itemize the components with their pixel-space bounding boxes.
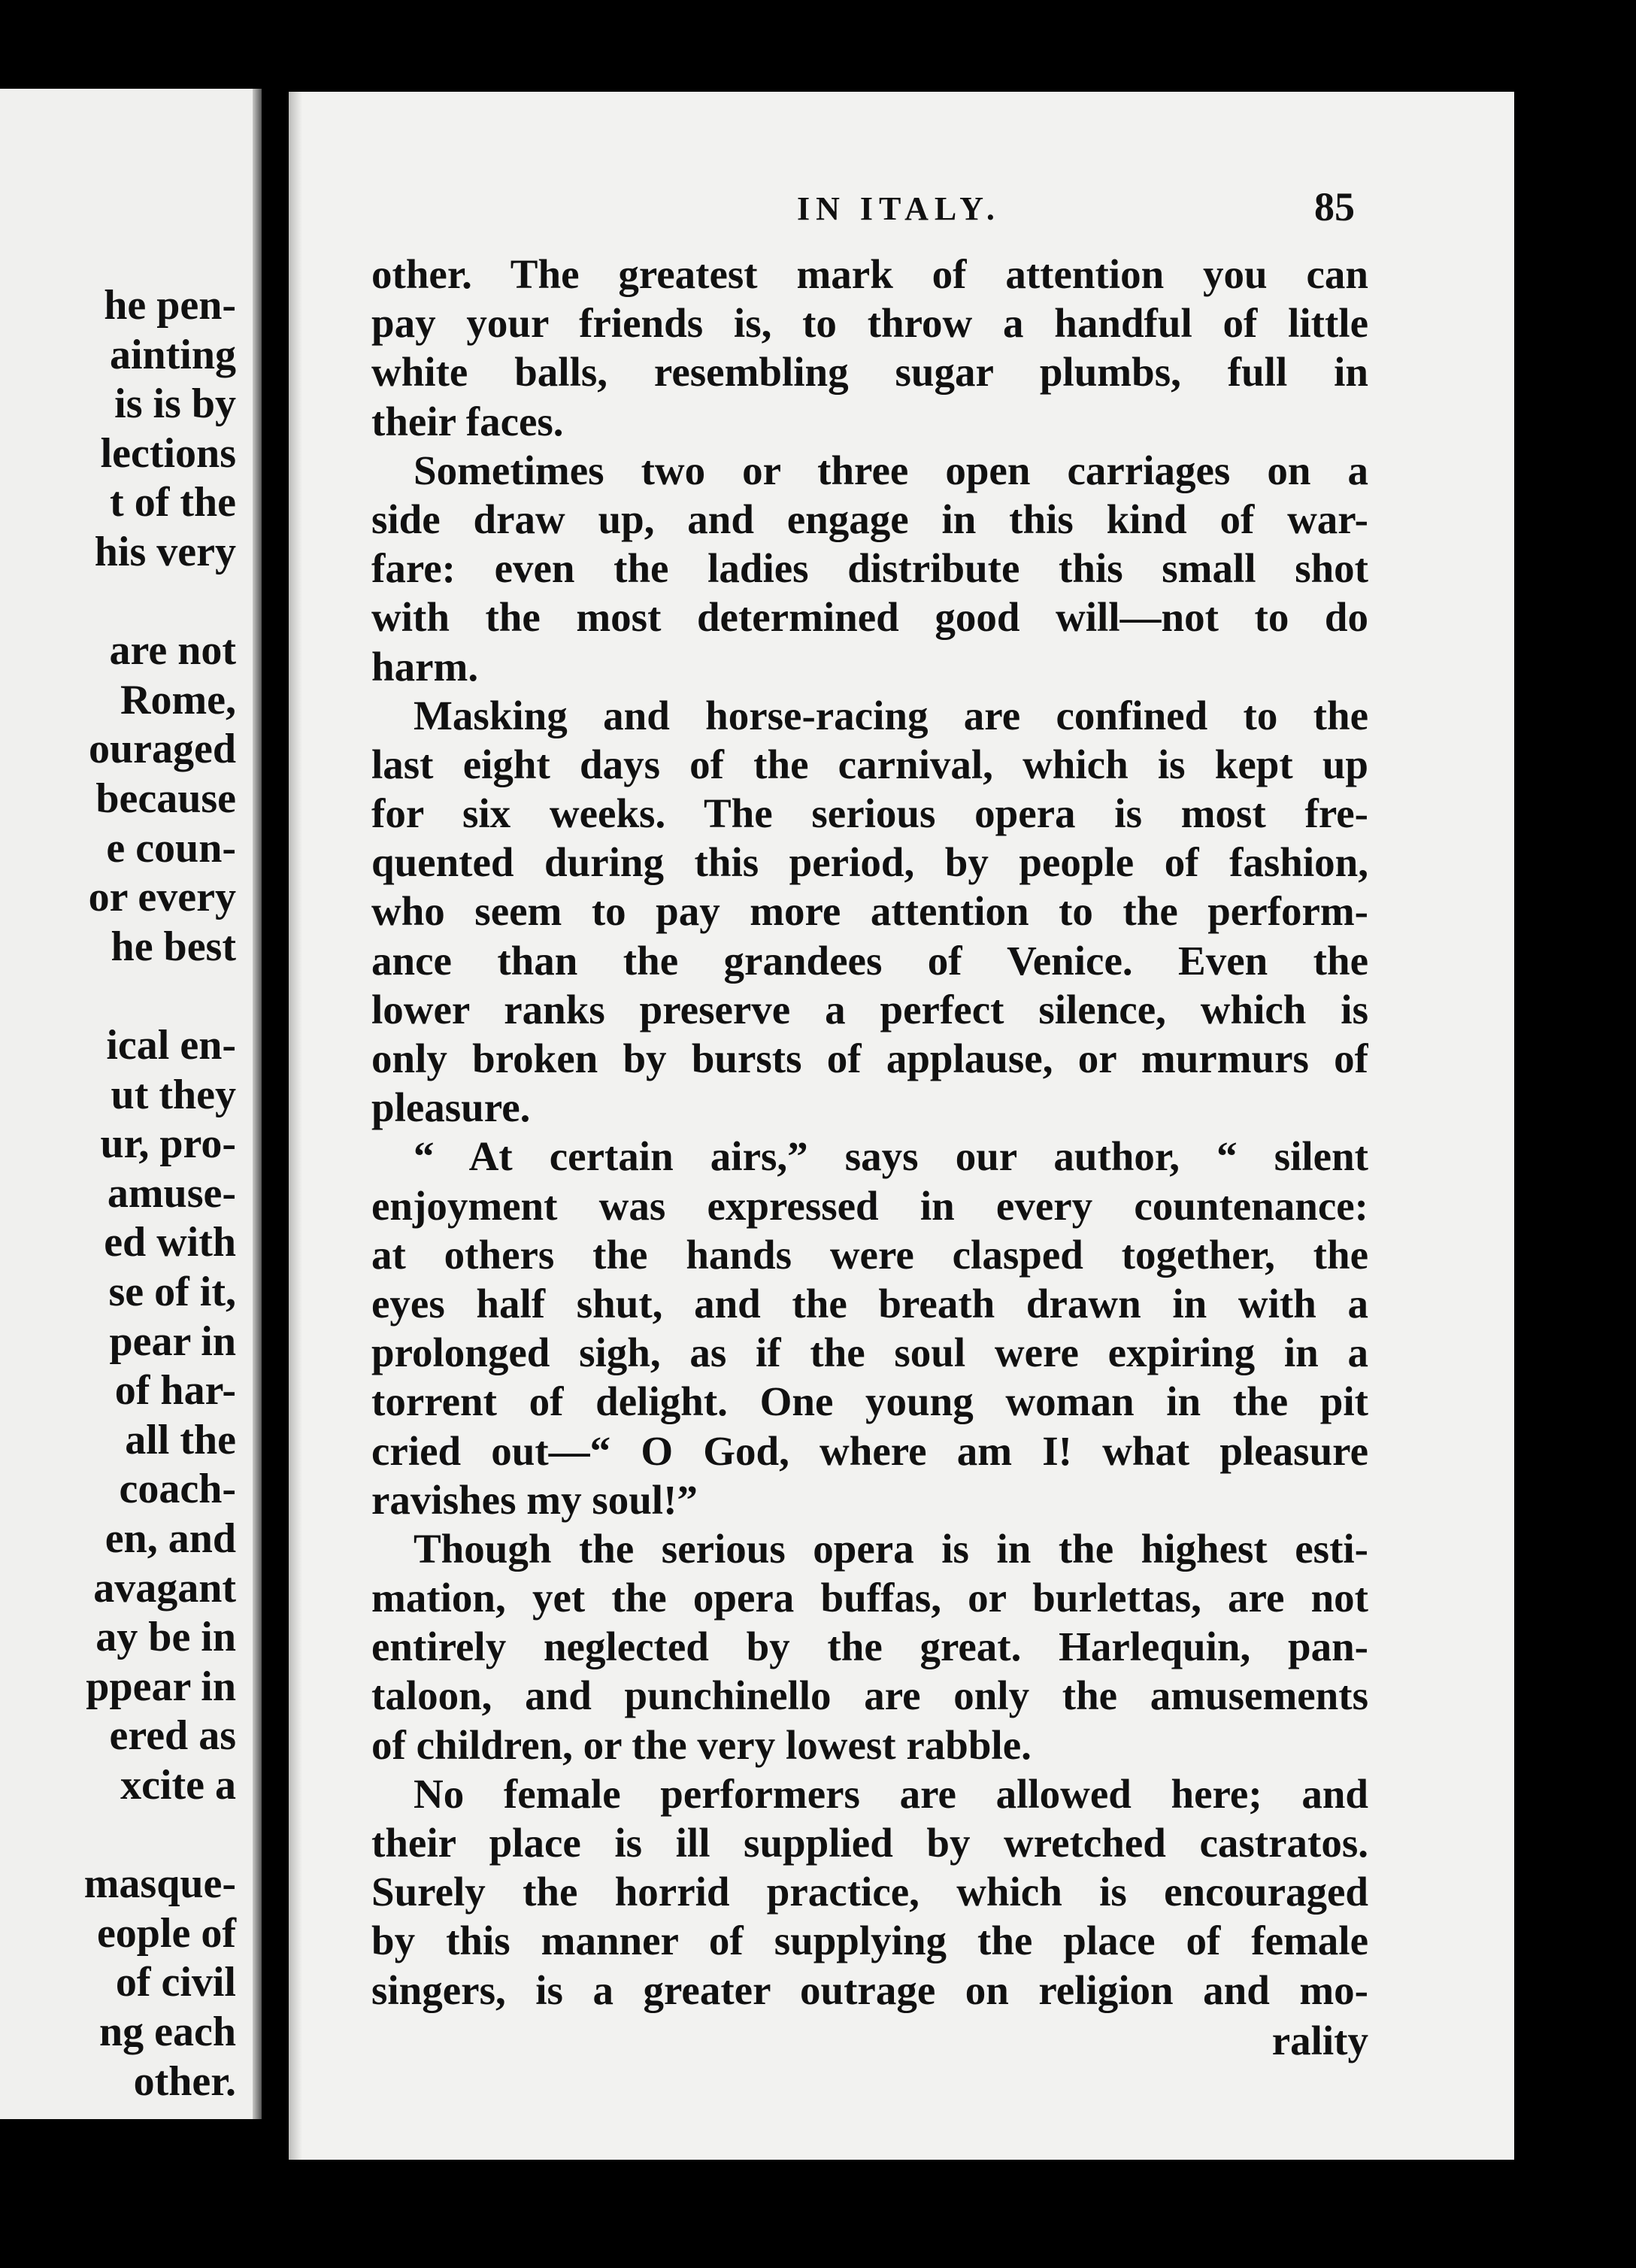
text-line: eyes half shut, and the breath drawn in with a <box>371 1280 1368 1327</box>
left-page-line: lections <box>100 429 236 477</box>
left-page-line: masque- <box>83 1860 236 1908</box>
text-line: Surely the horrid practice, which is encouraged <box>371 1869 1368 1915</box>
text-line: cried out—“ O God, where am I! what pleasure <box>371 1427 1368 1474</box>
left-page-line: xcite a <box>120 1762 236 1809</box>
text-line: singers, is a greater outrage on religion and mo- <box>371 1966 1368 2013</box>
text-line: pay your friends is, to throw a handful of little <box>371 300 1368 347</box>
left-page-line: ouraged <box>89 726 236 773</box>
left-page-line: pear in <box>109 1317 236 1365</box>
left-page-line: he pen- <box>104 282 236 329</box>
text-line: who seem to pay more attention to the perform- <box>371 888 1368 935</box>
text-line: harm. <box>371 643 479 690</box>
left-page-line: coach- <box>119 1466 236 1513</box>
left-page-line: he best <box>111 923 236 970</box>
left-page-line: amuse- <box>107 1169 236 1217</box>
left-page-line: ed with <box>104 1219 236 1266</box>
left-page <box>0 89 262 2119</box>
text-line: ravishes my soul!” <box>371 1476 698 1523</box>
text-line: taloon, and punchinello are only the amusements <box>371 1672 1368 1719</box>
left-page-line: Rome, <box>120 676 236 723</box>
text-line: their faces. <box>371 398 564 444</box>
left-page-line: t of the <box>110 479 236 526</box>
left-page-line: ical en- <box>106 1022 236 1069</box>
page-edge-shadow <box>289 92 302 2160</box>
text-line: by this manner of supplying the place of female <box>371 1918 1368 1964</box>
text-line: mation, yet the opera buffas, or burlettas, are not <box>371 1575 1368 1621</box>
left-page-line: because <box>95 775 236 822</box>
text-line: other. The greatest mark of attention you can <box>371 251 1368 297</box>
left-page-line: all the <box>125 1416 236 1463</box>
left-page-line: of har- <box>114 1367 236 1414</box>
left-page-line: en, and <box>105 1515 236 1562</box>
text-line: “ At certain airs,” says our author, “ silent <box>414 1133 1368 1180</box>
text-line: No female performers are allowed here; and <box>414 1770 1368 1817</box>
left-page-line: ay be in <box>95 1614 236 1661</box>
left-page-line: ng each <box>99 2009 236 2055</box>
left-page-line: eople of <box>96 1909 236 1957</box>
text-line: white balls, resembling sugar plumbs, full in <box>371 349 1368 396</box>
running-head: IN ITALY. <box>797 190 1001 227</box>
text-line: entirely neglected by the great. Harlequin, pan- <box>371 1624 1368 1670</box>
body-text <box>371 250 1368 2065</box>
left-page-line: ppear in <box>86 1663 236 1710</box>
left-page-line: are not <box>109 627 236 675</box>
text-line: side draw up, and engage in this kind of war- <box>371 496 1368 542</box>
catchword: rality <box>1271 2017 1368 2063</box>
text-line: at others the hands were clasped together, the <box>371 1231 1368 1278</box>
text-line: last eight days of the carnival, which is kept up <box>371 741 1368 787</box>
page-header <box>289 184 1514 242</box>
left-page-line: or every <box>88 874 236 921</box>
text-line: of children, or the very lowest rabble. <box>371 1721 1032 1768</box>
text-line: with the most determined good will—not to do <box>371 594 1368 641</box>
text-line: for six weeks. The serious opera is most fre- <box>371 790 1368 837</box>
left-page-line: other. <box>133 2057 236 2105</box>
text-line: quented during this period, by people of fashion, <box>371 839 1368 886</box>
left-page-line: se of it, <box>108 1269 236 1315</box>
text-line: fare: even the ladies distribute this small shot <box>371 545 1368 592</box>
text-line: enjoyment was expressed in every countenance: <box>371 1182 1368 1229</box>
page-gutter <box>253 89 262 2119</box>
page-number: 85 <box>1314 184 1355 229</box>
left-page-line: e coun- <box>106 824 236 872</box>
text-line: Masking and horse-racing are confined to the <box>414 692 1368 738</box>
text-line: Though the serious opera is in the highest esti- <box>414 1525 1368 1572</box>
left-page-line: of civil <box>115 1959 236 2006</box>
text-line: their place is ill supplied by wretched castratos. <box>371 1820 1368 1866</box>
text-line: torrent of delight. One young woman in the pit <box>371 1378 1368 1425</box>
text-line: pleasure. <box>371 1084 531 1131</box>
right-page <box>289 92 1514 2160</box>
left-page-line: ut they <box>111 1071 236 1118</box>
left-page-line: ainting <box>109 331 236 378</box>
text-line: Sometimes two or three open carriages on a <box>414 447 1368 493</box>
text-line: prolonged sigh, as if the soul were expiring in a <box>371 1330 1368 1376</box>
left-page-line: is is by <box>114 381 236 428</box>
text-line: only broken by bursts of applause, or murmurs of <box>371 1035 1368 1081</box>
left-page-line: his very <box>94 529 236 575</box>
left-page-line: ered as <box>109 1712 236 1760</box>
left-page-line: avagant <box>93 1564 236 1612</box>
left-page-line: ur, pro- <box>100 1120 236 1168</box>
text-line: lower ranks preserve a perfect silence, which is <box>371 986 1368 1032</box>
text-line: ance than the grandees of Venice. Even the <box>371 937 1368 984</box>
